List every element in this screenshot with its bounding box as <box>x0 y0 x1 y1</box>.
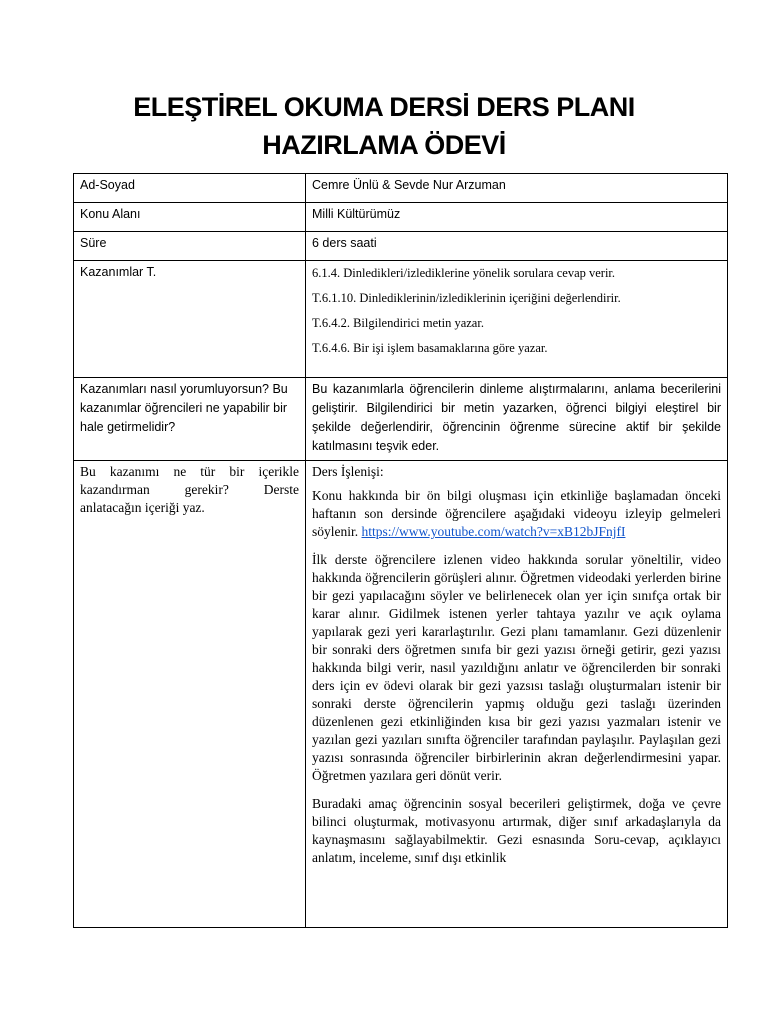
value-outcomes <box>306 261 728 378</box>
value-name: Cemre Ünlü & Sevde Nur Arzuman <box>306 174 728 203</box>
content-paragraph-1-text: Konu hakkında bir ön bilgi oluşması için etkinliğe başlamadan önceki haftanın son dersinde öğrencilere aşağıdaki videoyu izleyip gelmeleri söylenir. <box>312 488 721 539</box>
value-topic: Milli Kültürümüz <box>306 203 728 232</box>
content-paragraph-1 <box>312 487 721 541</box>
outcome-item: T.6.1.10. Dinlediklerinin/izlediklerinin içeriğini değerlendirir. <box>312 291 621 305</box>
row-interpretation <box>74 378 728 461</box>
row-name <box>74 174 728 203</box>
label-name: Ad-Soyad <box>74 174 306 203</box>
outcome-item: T.6.4.2. Bilgilendirici metin yazar. <box>312 316 484 330</box>
outcome-item: T.6.4.6. Bir işi işlem basamaklarına göre yazar. <box>312 341 548 355</box>
label-outcomes: Kazanımlar T. <box>74 261 306 378</box>
label-duration: Süre <box>74 232 306 261</box>
value-interpretation: Bu kazanımlarla öğrencilerin dinleme alıştırmalarını, anlama becerilerini geliştirir. Bilgilendirici bir metin yazarken, öğrenci bilgiyi eleştirel bir şekilde değerlendirir, öğrencinin öğrenme sürecine aktif bir şekilde katılmasını teşvik eder. <box>306 378 728 461</box>
row-content <box>74 461 728 928</box>
lesson-plan-table <box>73 173 728 928</box>
label-content: Bu kazanımı ne tür bir içerikle kazandırman gerekir? Derste anlatacağın içeriği yaz. <box>74 461 306 928</box>
value-duration: 6 ders saati <box>306 232 728 261</box>
row-duration <box>74 232 728 261</box>
label-topic: Konu Alanı <box>74 203 306 232</box>
document-title <box>0 88 768 164</box>
content-heading: Ders İşlenişi: <box>312 464 384 479</box>
video-link[interactable]: https://www.youtube.com/watch?v=xB12bJFnjfI <box>361 524 626 539</box>
label-interpretation: Kazanımları nasıl yorumluyorsun? Bu kazanımlar öğrencileri ne yapabilir bir hale getirmelidir? <box>74 378 306 461</box>
row-topic <box>74 203 728 232</box>
content-paragraph-2: İlk derste öğrencilere izlenen video hakkında sorular yöneltilir, video hakkında öğrencilerin görüşleri alınır. Öğretmen videodaki yerlerden birine bir gezi yapılacağını söyler ve belirlenecek olan yer için sınıfça ortak bir karar alınır. Gidilmek istenen yerler tahtaya yazılır ve açık oylama yapılarak gezi yeri kararlaştırılır. Gezi planı tamamlanır. Gezi düzenlenir bir sonraki ders öğretmen sınıfa bir gezi yazısı örneği getirir, gezi yazısı hakkında bilgi verir, nasıl yazıldığını anlatır ve öğrencilerden bir sonraki ders için ev ödevi olarak bir gezi yazsısı taslağı oluşturmaları istenir bir sonraki derste öğrencilerin yapmış olduğu gezi taslağı üzerinden düzenlenen gezi etkinliğinden kısa bir gezi yazısı yazmaları istenir ve yazılan gezi yazıları sınıfta öğrenciler tarafından paylaşılır. Paylaşılan gezi yazısı sonrasında öğrenciler birbirlerinin akran değerlendirmesini yapar. Öğretmen yazılara geri dönüt verir. <box>312 552 721 783</box>
outcome-item: 6.1.4. Dinledikleri/izlediklerine yönelik sorulara cevap verir. <box>312 266 616 280</box>
title-line-2: HAZIRLAMA ÖDEVİ <box>262 130 506 160</box>
content-paragraph-3: Buradaki amaç öğrencinin sosyal becerileri geliştirmek, doğa ve çevre bilinci oluşturmak, motivasyonu artırmak, diğer sınıf arkadaşlarıyla da kaynaşmasını sağlayabilmektir. Gezi esnasında Soru-cevap, açıklayıcı anlatım, inceleme, sınıf dışı etkinlik <box>312 796 721 865</box>
title-line-1: ELEŞTİREL OKUMA DERSİ DERS PLANI <box>133 92 635 122</box>
row-outcomes <box>74 261 728 378</box>
value-content <box>306 461 728 928</box>
